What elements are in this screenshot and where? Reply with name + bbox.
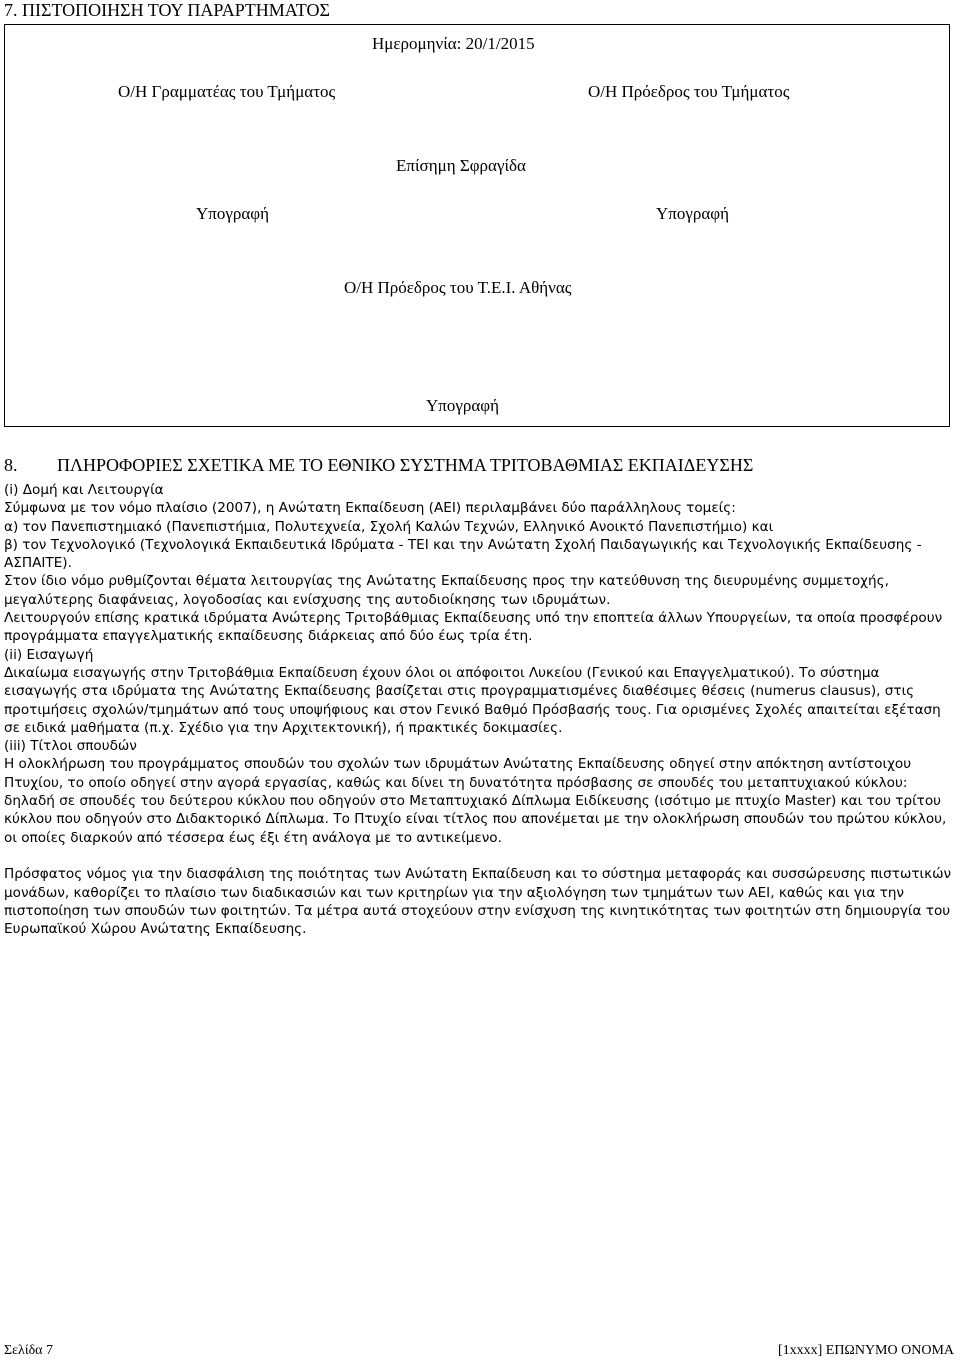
official-seal-label: Επίσημη Σφραγίδα: [396, 156, 526, 175]
section-8-number: 8.: [4, 455, 18, 475]
paragraph-admission: Δικαίωμα εισαγωγής στην Τριτοβάθμια Εκπαίδευση έχουν όλοι οι απόφοιτοι Λυκείου (Γενικού και Επαγγελματικού). Το σύστημα εισαγωγής στα ιδρύματα της Ανώτατης Εκπαίδευσης βασίζεται στις προγραμματισμένες διαθέσιμες θέσεις (numerus clausus), στις προτιμήσεις σχολών/τμημάτων από τους υποψήφιους και στον Γενικό Βαθμό Πρόσβασής τους. Για ορισμένες Σχολές απαιτείται εξέταση σε ειδικά μαθήματα (π.χ. Σχέδιο για την Αρχιτεκτονική), ή πρακτικές δοκιμασίες.: [4, 664, 941, 736]
paragraph-technological-sector: β) τον Τεχνολογικό (Τεχνολογικά Εκπαιδευτικά Ιδρύματα - ΤΕΙ και την Ανώτατη Σχολή Παιδαγωγικής και Τεχνολογικής Εκπαίδευσης - ΑΣΠΑΙΤΕ).: [4, 536, 922, 572]
certification-box: [4, 24, 950, 427]
paragraph-spacer: [4, 847, 954, 865]
secretary-label: Ο/Η Γραμματέας του Τμήματος: [118, 82, 336, 101]
footer-student-name: [1xxxx] ΕΠΩΝΥΜΟ ΟΝΟΜΑ: [777, 1343, 954, 1358]
footer-page-number: Σελίδα 7: [4, 1343, 54, 1358]
president-label: Ο/Η Πρόεδρος του Τ.Ε.Ι. Αθήνας: [344, 278, 572, 297]
signature-left-label: Υπογραφή: [196, 204, 269, 223]
section-8-heading: [4, 455, 753, 476]
paragraph-framework-law: Σύμφωνα με τον νόμο πλαίσιο (2007), η Ανώτατη Εκπαίδευση (ΑΕΙ) περιλαμβάνει δύο παράλληλους τομείς:: [4, 500, 736, 517]
paragraph-university-sector: α) τον Πανεπιστημιακό (Πανεπιστήμια, Πολυτεχνεία, Σχολή Καλών Τεχνών, Ελληνικό Ανοικτό Πανεπιστήμιο) και: [4, 518, 774, 535]
signature-right-label: Υπογραφή: [656, 204, 729, 223]
section-8-title: ΠΛΗΡΟΦΟΡΙΕΣ ΣΧΕΤΙΚΑ ΜΕ ΤΟ ΕΘΝΙΚΟ ΣΥΣΤΗΜΑ ΤΡΙΤΟΒΑΘΜΙΑΣ ΕΚΠΑΙΔΕΥΣΗΣ: [57, 455, 754, 475]
paragraph-other-institutions: Λειτουργούν επίσης κρατικά ιδρύματα Ανώτερης Τριτοβάθμιας Εκπαίδευσης υπό την εποπτεία άλλων Υπουργείων, τα οποία προσφέρουν προγράμματα επαγγελματικής εκπαίδευσης διάρκειας από δύο έως τρία έτη.: [4, 610, 943, 645]
paragraph-operation-law: Στον ίδιο νόμο ρυθμίζονται θέματα λειτουργίας της Ανώτατης Εκπαίδευσης προς την κατεύθυνση της διευρυμένης συμμετοχής, μεγαλύτερης διαφάνειας, λογοδοσίας και ενίσχυσης της αυτοδιοίκησης των ιδρυμάτων.: [4, 573, 889, 608]
signature-bottom-label: Υπογραφή: [426, 396, 499, 415]
certification-date: Ημερομηνία: 20/1/2015: [372, 34, 535, 53]
section-7-heading: 7. ΠΙΣΤΟΠΟΙΗΣΗ ΤΟΥ ΠΑΡΑΡΤΗΜΑΤΟΣ: [4, 0, 330, 20]
chair-label: Ο/Η Πρόεδρος του Τμήματος: [588, 82, 790, 101]
subheading-structure: (i) Δομή και Λειτουργία: [4, 482, 164, 498]
paragraph-quality-assurance: Πρόσφατος νόμος για την διασφάλιση της ποιότητας των Ανώτατη Εκπαίδευση και το σύστημα μεταφοράς και συσσώρευσης πιστωτικών μονάδων, καθορίζει το πλαίσιο των διαδικασιών και των κριτηρίων για την αξιολόγηση των τμημάτων των ΑΕΙ, καθώς και για την πιστοποίηση των σπουδών των φοιτητών. Τα μέτρα αυτά στοχεύουν στην ενίσχυση της κινητικότητας των φοιτητών στη δημιουργία του Ευρωπαϊκού Χώρου Ανώτατης Εκπαίδευσης.: [4, 866, 952, 938]
paragraph-degrees: Η ολοκλήρωση του προγράμματος σπουδών του σχολών των ιδρυμάτων Ανώτατης Εκπαίδευσης οδηγεί στην απόκτηση αντίστοιχου Πτυχίου, το οποίο οδηγεί στην αγορά εργασίας, καθώς και δίνει τη δυνατότητα πρόσβασης σε σπουδές του μεταπτυχιακού κύκλου: δηλαδή σε σπουδές του δεύτερου κύκλου που οδηγούν στο Μεταπτυχιακό Δίπλωμα Ειδίκευσης (ισότιμο με πτυχίο Master) και του τρίτου κύκλου που οδηγούν στο Διδακτορικό Δίπλωμα. Το Πτυχίο είναι τίτλος που απονέμεται με την ολοκλήρωση σπουδών του πρώτου κύκλου, οι οποίες διαρκούν από τέσσερα έως έξι έτη ανάλογα με το αντικείμενο.: [4, 756, 947, 846]
subheading-degrees: (iii) Τίτλοι σπουδών: [4, 738, 137, 755]
subheading-admission: (ii) Εισαγωγή: [4, 646, 94, 663]
section-8-body: [4, 481, 954, 938]
